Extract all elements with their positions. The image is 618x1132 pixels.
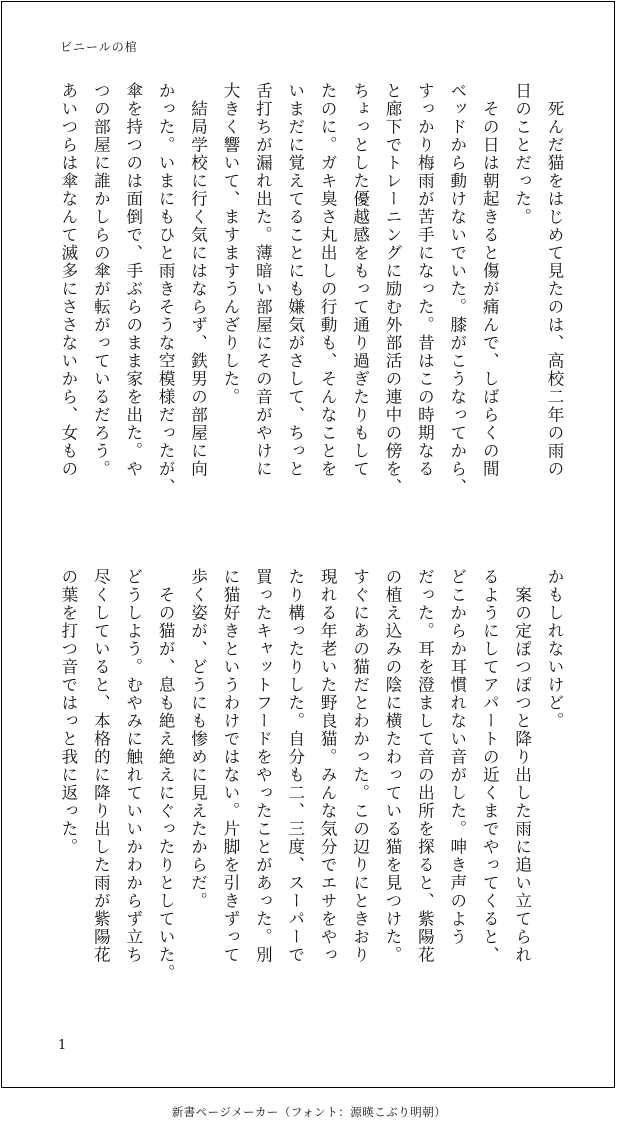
page-frame <box>1 1 615 1088</box>
book-title: ビニールの棺 <box>60 40 138 54</box>
body-text-lower: かもしれないけど。 案の定ぽつぽつと降り出した雨に追い立てられ るようにしてアパートの近くまでやってくると、 どこからか耳慣れない音がした。呻き声のよう だった。耳を澄まして音の出所を探ると、紫陽花 の植え込みの陰に横たわっている猫を見つけた。 すぐにあの猫だとわかった。この辺りにときおり 現れる年老いた野良猫。みんな気分でエサをやっ たり構ったりした。自分も二、三度、スーパーで 買ったキャットフードをやったことがあった。別 に猫好きというわけではない。片脚を引きずって 歩く姿が、どうにも惨めに見えたからだ。 その猫が、息も絶え絶えにぐったりとしていた。 どうしよう。むやみに触れていいかわからず立ち 尽くしていると、本格的に降り出した雨が紫陽花 の葉を打つ音ではっと我に返った。 <box>58 568 564 982</box>
body-text-upper: 死んだ猫をはじめて見たのは、高校二年の雨の 日のことだった。 その日は朝起きると傷が痛んで、しばらくの間 ベッドから動けないでいた。膝がこうなってから、 すっかり梅雨が苦手になった。昔はこの時期なる と廊下でトレーニングに励む外部活の連中の傍を、 ちょっとした優越感をもって通り過ぎたりもして たのに。ガキ臭さ丸出しの行動も、そんなことを いまだに覚えてることにも嫌気がさして、ちっと 舌打ちが漏れ出た。薄暗い部屋にその音がやけに 大きく響いて、ますますうんざりした。 結局学校に行く気にはならず、鉄男の部屋に向 かった。いまにもひと雨きそうな空模様だったが、 傘を持つのは面倒で、手ぶらのまま家を出た。や つの部屋に誰かしらの傘が転がっているだろう。 あいつらは傘なんて滅多にささないから、女もの <box>58 82 564 496</box>
footer-credit: 新書ページメーカー（フォント：源暎こぶり明朝） <box>171 1105 447 1119</box>
page-number: 1 <box>58 1038 67 1053</box>
